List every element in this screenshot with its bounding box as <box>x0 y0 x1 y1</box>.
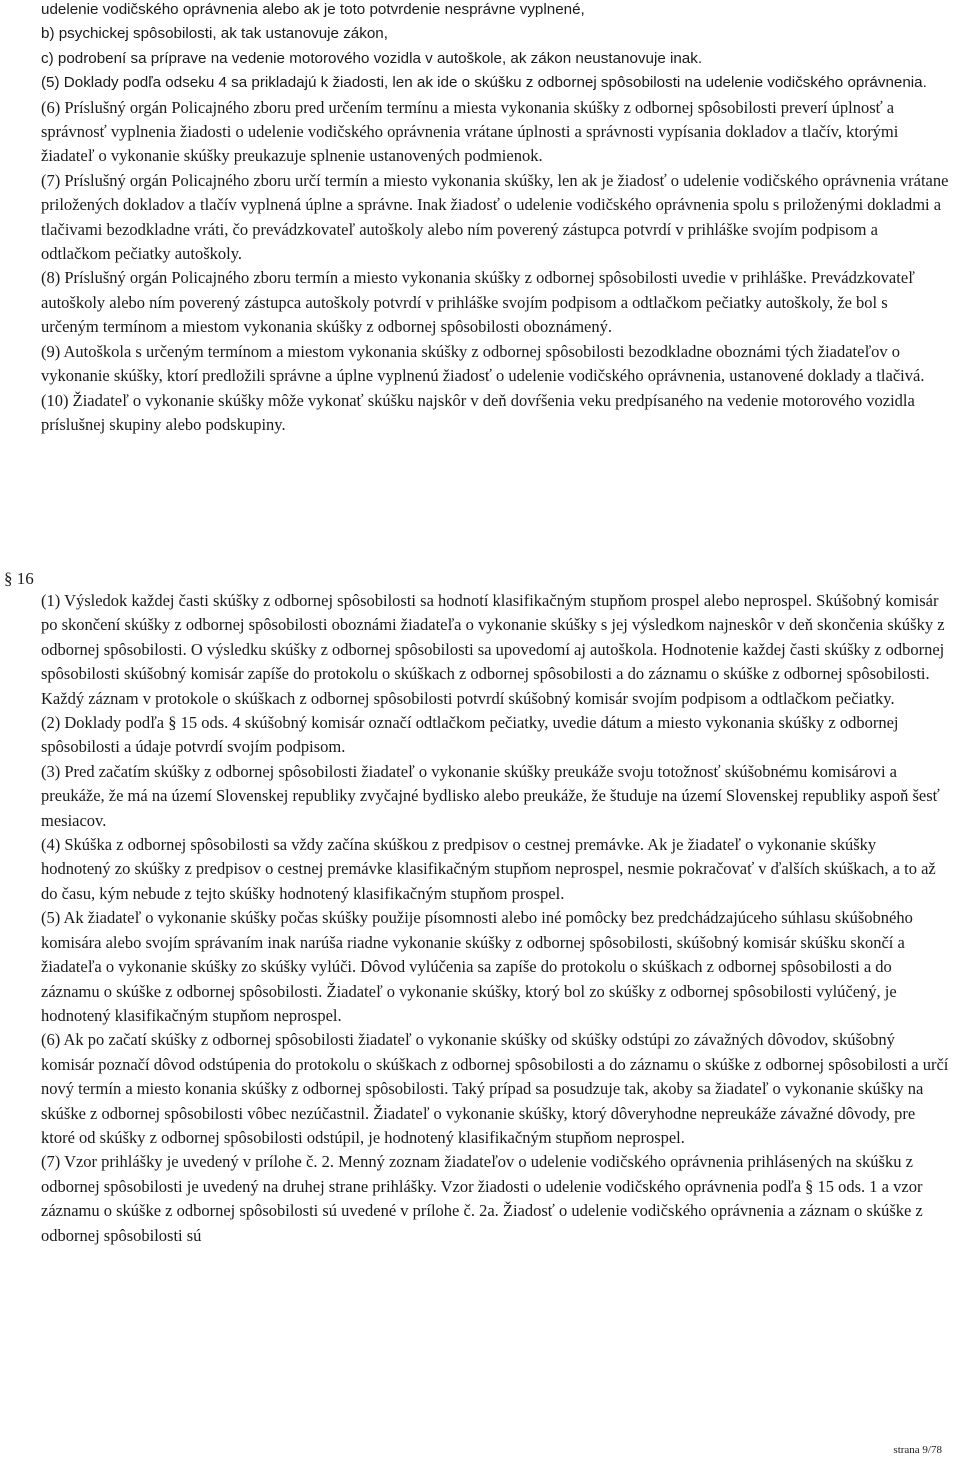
paragraph-6: (6) Príslušný orgán Policajného zboru pred určením termínu a miesta vykonania skúšky z odbornej spôsobilosti preverí úplnosť a správnosť vyplnenia žiadosti o udelenie vodičského oprávnenia vrátane úplnosti a správnosti vypísania dokladov a tlačív, ktorými žiadateľ o vykonanie skúšky preukazuje splnenie ustanovených podmienok. <box>41 97 899 166</box>
section-paragraph-7: (7) Vzor prihlášky je uvedený v prílohe č. 2. Menný zoznam žiadateľov o udelenie vodičského oprávnenia prihlásených na skúšku z odbornej spôsobilosti je uvedený na druhej strane prihlášky. Vzor žiadosti o udelenie vodičského oprávnenia podľa § 15 ods. 1 a vzor záznamu o skúške z odbornej spôsobilosti sú uvedené v prílohe č. 2a. Žiadosť o udelenie vodičského oprávnenia a záznam o skúške z odbornej spôsobilosti sú <box>41 1152 923 1245</box>
top-text-block <box>41 0 949 437</box>
paragraph-item-c: c) podrobení sa príprave na vedenie motorového vozidla v autoškole, ak zákon neustanovuje inak. <box>41 49 703 67</box>
paragraph-9: (9) Autoškola s určeným termínom a miestom vykonania skúšky z odbornej spôsobilosti bezodkladne oboznámi tých žiadateľov o vykonanie skúšky, ktorí predložili správne a úplne vyplnenú žiadosť o udelenie vodičského oprávnenia, ustanovené doklady a tlačivá. <box>41 341 925 386</box>
paragraph-5: (5) Doklady podľa odseku 4 sa prikladajú k žiadosti, len ak ide o skúšku z odbornej spôsobilosti na udelenie vodičského oprávnenia. <box>41 74 927 92</box>
page-number: strana 9/78 <box>893 1444 942 1456</box>
paragraph-8: (8) Príslušný orgán Policajného zboru termín a miesto vykonania skúšky z odbornej spôsobilosti uvedie v prihláške. Prevádzkovateľ autoškoly alebo ním poverený zástupca autoškoly potvrdí v prihláške svojím podpisom a odtlačkom pečiatky autoškoly, že bol s určeným termínom a miestom vykonania skúšky z odbornej spôsobilosti oboznámený. <box>41 268 915 337</box>
section-paragraph-5: (5) Ak žiadateľ o vykonanie skúšky počas skúšky použije písomnosti alebo iné pomôcky bez predchádzajúceho súhlasu skúšobného komisára alebo svojím správaním inak narúša riadne vykonanie skúšky z odbornej spôsobilosti, skúšobný komisár skúšku skončí a žiadateľa o vykonanie skúšky zo skúšky vylúči. Dôvod vylúčenia sa zapíše do protokolu o skúškach z odbornej spôsobilosti a do záznamu o skúške z odbornej spôsobilosti. Žiadateľ o vykonanie skúšky, ktorý bol zo skúšky z odbornej spôsobilosti vylúčený, je hodnotený klasifikačným stupňom neprospel. <box>41 908 913 1025</box>
section-marker: § 16 <box>4 569 34 588</box>
section-paragraph-3: (3) Pred začatím skúšky z odbornej spôsobilosti žiadateľ o vykonanie skúšky preukáže svoju totožnosť skúšobnému komisárovi a preukáže, že má na území Slovenskej republiky zvyčajné bydlisko alebo preukáže, že študuje na území Slovenskej republiky aspoň šesť mesiacov. <box>41 761 940 830</box>
paragraph-continuation: udelenie vodičského oprávnenia alebo ak je toto potvrdenie nesprávne vyplnené, <box>41 1 585 18</box>
section-paragraph-6: (6) Ak po začatí skúšky z odbornej spôsobilosti žiadateľ o vykonanie skúšky od skúšky odstúpi zo závažných dôvodov, skúšobný komisár poznačí dôvod odstúpenia do protokolu o skúškach z odbornej spôsobilosti a do záznamu o skúške z odbornej spôsobilosti a určí nový termín a miesto konania skúšky z odbornej spôsobilosti. Taký prípad sa posudzuje tak, akoby sa žiadateľ o vykonanie skúšky na skúške z odbornej spôsobilosti vôbec nezúčastnil. Žiadateľ o vykonanie skúšky, ktorý dôveryhodne nepreukáže závažné dôvody, pre ktoré od skúšky z odbornej spôsobilosti odstúpil, je hodnotený klasifikačným stupňom neprospel. <box>41 1030 949 1147</box>
paragraph-10: (10) Žiadateľ o vykonanie skúšky môže vykonať skúšku najskôr v deň dovŕšenia veku predpísaného na vedenie motorového vozidla príslušnej skupiny alebo podskupiny. <box>41 390 915 434</box>
paragraph-7: (7) Príslušný orgán Policajného zboru určí termín a miesto vykonania skúšky, len ak je žiadosť o udelenie vodičského oprávnenia vrátane priložených dokladov a tlačív vyplnená úplne a správne. Inak žiadosť o udelenie vodičského oprávnenia spolu s priloženými dokladmi a tlačivami bezodkladne vráti, čo prevádzkovateľ autoškoly alebo ním poverený zástupca potvrdí v prihláške svojím podpisom a odtlačkom pečiatky autoškoly. <box>41 170 949 264</box>
section-paragraph-2: (2) Doklady podľa § 15 ods. 4 skúšobný komisár označí odtlačkom pečiatky, uvedie dátum a miesto vykonania skúšky z odbornej spôsobilosti a údaje potvrdí svojím podpisom. <box>41 713 899 757</box>
paragraph-item-b: b) psychickej spôsobilosti, ak tak ustanovuje zákon, <box>41 25 388 43</box>
section-paragraph-4: (4) Skúška z odbornej spôsobilosti sa vždy začína skúškou z predpisov o cestnej premávke. Ak je žiadateľ o vykonanie skúšky hodnotený zo skúšky z predpisov o cestnej premávke klasifikačným stupňom neprospel, nesmie pokračovať v ďalších skúškach, a to až do času, kým nebude z tejto skúšky hodnotený klasifikačným stupňom prospel. <box>41 835 936 903</box>
section-text-block <box>41 589 949 1248</box>
section-paragraph-1: (1) Výsledok každej časti skúšky z odbornej spôsobilosti sa hodnotí klasifikačným stupňom prospel alebo neprospel. Skúšobný komisár po skončení skúšky z odbornej spôsobilosti oboznámi žiadateľa o vykonanie skúšky s jej výsledkom najneskôr v deň skončenia skúšky z odbornej spôsobilosti. O výsledku skúšky z odbornej spôsobilosti sa upovedomí aj autoškola. Hodnotenie každej časti skúšky z odbornej spôsobilosti skúšobný komisár zapíše do protokolu o skúškach z odbornej spôsobilosti a do záznamu o skúške z odbornej spôsobilosti. Každý záznam v protokole o skúškach z odbornej spôsobilosti potvrdí skúšobný komisár svojím podpisom a odtlačkom pečiatky. <box>41 591 945 708</box>
